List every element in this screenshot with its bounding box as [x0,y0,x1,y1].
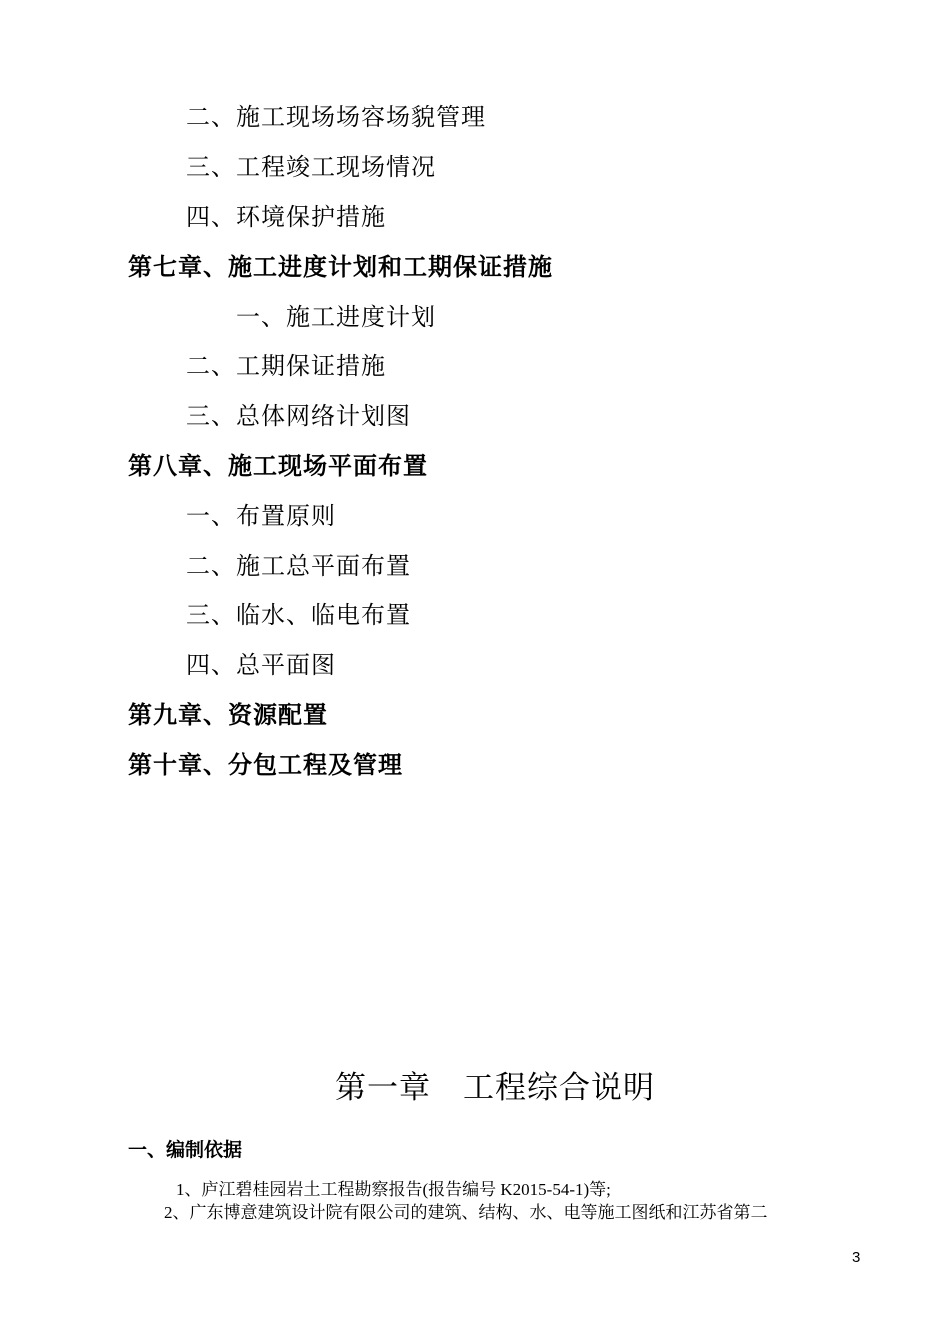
body-paragraph-line: 1、庐江碧桂园岩土工程勘察报告(报告编号 K2015-54-1)等; [176,1180,611,1199]
toc-item: 三、临水、临电布置 [186,601,411,629]
toc-item: 二、施工现场场容场貌管理 [186,103,486,131]
toc-item: 一、施工进度计划 [236,303,436,331]
toc-item: 三、工程竣工现场情况 [186,153,436,181]
toc-item: 四、环境保护措施 [186,203,386,231]
toc-chapter-heading: 第十章、分包工程及管理 [128,751,403,779]
chapter-title: 第一章 工程综合说明 [335,1070,655,1106]
toc-item: 三、总体网络计划图 [186,402,411,430]
toc-item: 一、布置原则 [186,502,336,530]
toc-chapter-heading: 第七章、施工进度计划和工期保证措施 [128,253,553,281]
toc-item: 四、总平面图 [186,651,336,679]
toc-chapter-heading: 第八章、施工现场平面布置 [128,452,428,480]
toc-item: 二、工期保证措施 [186,352,386,380]
toc-chapter-heading: 第九章、资源配置 [128,701,328,729]
page-number: 3 [852,1249,861,1266]
section-heading: 一、编制依据 [128,1139,243,1161]
body-paragraph-line: 2、广东博意建筑设计院有限公司的建筑、结构、水、电等施工图纸和江苏省第二 [164,1203,768,1222]
toc-item: 二、施工总平面布置 [186,552,411,580]
